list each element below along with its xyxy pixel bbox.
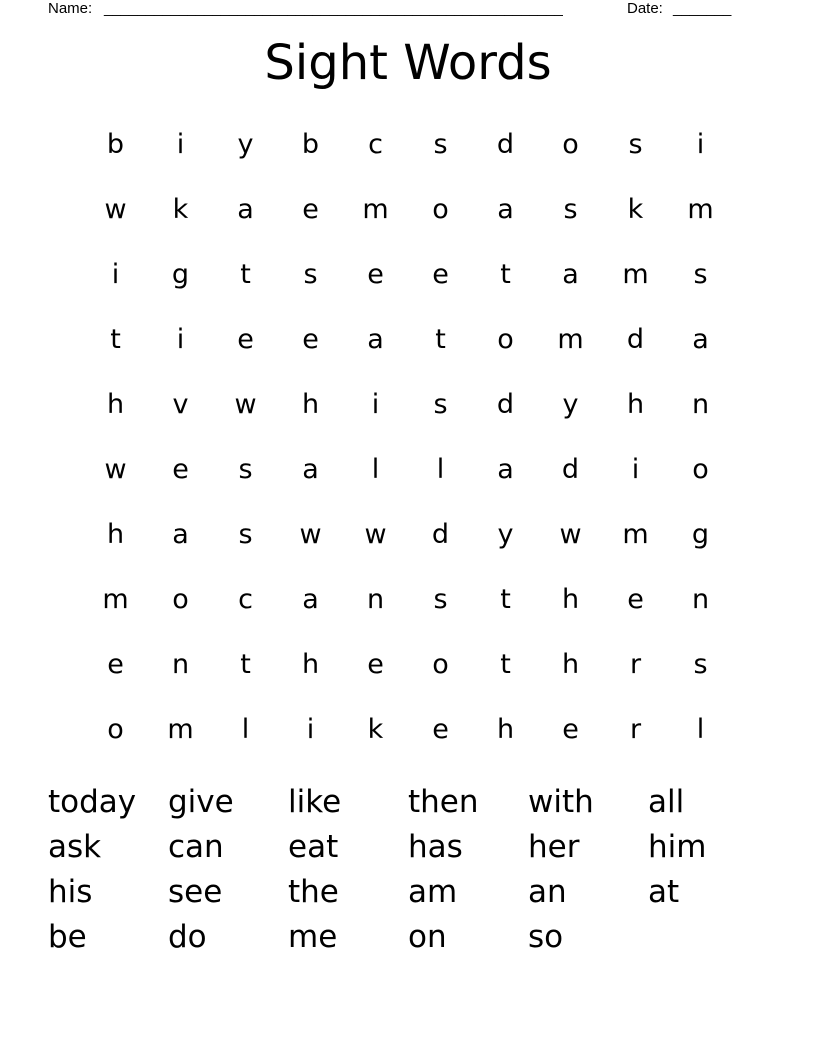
grid-letter: m xyxy=(622,519,649,550)
grid-letter: i xyxy=(111,259,120,290)
grid-letter: d xyxy=(561,454,580,485)
grid-letter: m xyxy=(622,259,649,290)
grid-letter: w xyxy=(364,519,387,550)
grid-letter: l xyxy=(241,714,250,745)
word-bank-item: him xyxy=(648,829,707,865)
grid-letter: t xyxy=(500,649,511,680)
grid-letter: i xyxy=(371,389,380,420)
grid-letter: s xyxy=(303,259,318,290)
grid-letter: e xyxy=(432,259,449,290)
grid-letter: d xyxy=(496,129,515,160)
word-bank-item: so xyxy=(528,919,564,955)
grid-letter: e xyxy=(367,649,384,680)
word-bank-item: with xyxy=(528,784,594,820)
grid-letter: o xyxy=(497,324,514,355)
grid-letter: e xyxy=(432,714,449,745)
word-bank-item: give xyxy=(168,784,234,820)
grid-letter: s xyxy=(238,454,253,485)
word-bank-item: can xyxy=(168,829,224,865)
grid-letter: y xyxy=(497,519,514,550)
date-blank-line: _______ xyxy=(673,0,732,17)
grid-letter: i xyxy=(306,714,315,745)
grid-letter: l xyxy=(696,714,705,745)
grid-letter: a xyxy=(692,324,709,355)
word-bank-item: an xyxy=(528,874,567,910)
grid-letter: y xyxy=(562,389,579,420)
grid-letter: h xyxy=(561,584,580,615)
grid-letter: a xyxy=(172,519,189,550)
grid-letter: m xyxy=(362,194,389,225)
grid-letter: v xyxy=(172,389,189,420)
grid-letter: d xyxy=(626,324,645,355)
grid-letter: o xyxy=(692,454,709,485)
grid-letter: e xyxy=(302,194,319,225)
grid-letter: s xyxy=(433,389,448,420)
grid-letter: e xyxy=(237,324,254,355)
grid-letter: g xyxy=(171,259,190,290)
grid-letter: b xyxy=(106,129,125,160)
word-bank-item: ask xyxy=(48,829,102,865)
grid-letter: l xyxy=(436,454,445,485)
grid-letter: e xyxy=(107,649,124,680)
grid-letter: s xyxy=(628,129,643,160)
grid-letter: e xyxy=(367,259,384,290)
grid-letter: a xyxy=(302,454,319,485)
word-bank-item: eat xyxy=(288,829,339,865)
grid-letter: c xyxy=(238,584,253,615)
grid-letter: m xyxy=(687,194,714,225)
grid-letter: o xyxy=(432,194,449,225)
grid-letter: a xyxy=(237,194,254,225)
name-label: Name: xyxy=(48,0,93,17)
grid-letter: a xyxy=(497,454,514,485)
grid-letter: i xyxy=(176,129,185,160)
word-bank-item: be xyxy=(48,919,87,955)
grid-letter: a xyxy=(497,194,514,225)
grid-letter: k xyxy=(172,194,189,225)
grid-letter: h xyxy=(106,519,125,550)
grid-letter: o xyxy=(432,649,449,680)
grid-letter: w xyxy=(559,519,582,550)
word-bank-item: today xyxy=(48,784,137,820)
name-blank-line: _______________________________________________________ xyxy=(104,0,563,17)
grid-letter: i xyxy=(696,129,705,160)
grid-letter: t xyxy=(240,259,251,290)
grid-letter: w xyxy=(104,194,127,225)
word-bank-item: the xyxy=(288,874,339,910)
grid-letter: k xyxy=(627,194,644,225)
grid-letter: b xyxy=(301,129,320,160)
grid-letter: i xyxy=(631,454,640,485)
word-bank-item: then xyxy=(408,784,479,820)
date-label: Date: xyxy=(627,0,663,17)
grid-letter: h xyxy=(626,389,645,420)
grid-letter: y xyxy=(237,129,254,160)
grid-letter: t xyxy=(500,259,511,290)
word-bank-item: like xyxy=(288,784,342,820)
page-title: Sight Words xyxy=(264,35,552,91)
grid-letter: w xyxy=(104,454,127,485)
grid-letter: e xyxy=(562,714,579,745)
grid-letter: s xyxy=(563,194,578,225)
grid-letter: s xyxy=(433,584,448,615)
grid-letter: n xyxy=(366,584,385,615)
grid-letter: t xyxy=(500,584,511,615)
grid-letter: m xyxy=(167,714,194,745)
grid-letter: r xyxy=(629,649,642,680)
grid-letter: s xyxy=(433,129,448,160)
grid-letter: e xyxy=(172,454,189,485)
word-bank-item: at xyxy=(648,874,680,910)
grid-letter: s xyxy=(693,649,708,680)
word-bank xyxy=(48,780,768,960)
grid-letter: d xyxy=(496,389,515,420)
worksheet-header xyxy=(48,0,748,20)
grid-letter: t xyxy=(240,649,251,680)
grid-letter: o xyxy=(107,714,124,745)
word-bank-item: me xyxy=(288,919,338,955)
grid-letter: e xyxy=(302,324,319,355)
grid-letter: t xyxy=(435,324,446,355)
grid-letter: n xyxy=(171,649,190,680)
grid-letter: w xyxy=(234,389,257,420)
word-bank-item: do xyxy=(168,919,207,955)
grid-letter: n xyxy=(691,584,710,615)
word-bank-item: has xyxy=(408,829,463,865)
grid-letter: m xyxy=(102,584,129,615)
grid-letter: a xyxy=(302,584,319,615)
grid-letter: i xyxy=(176,324,185,355)
grid-letter: a xyxy=(562,259,579,290)
grid-letter: e xyxy=(627,584,644,615)
grid-letter: c xyxy=(368,129,383,160)
grid-letter: h xyxy=(301,649,320,680)
grid-letter: h xyxy=(301,389,320,420)
grid-letter: g xyxy=(691,519,710,550)
grid-letter: n xyxy=(691,389,710,420)
grid-letter: k xyxy=(367,714,384,745)
word-bank-item: on xyxy=(408,919,447,955)
word-search-grid xyxy=(83,112,733,762)
grid-letter: s xyxy=(693,259,708,290)
grid-letter: a xyxy=(367,324,384,355)
grid-letter: s xyxy=(238,519,253,550)
word-bank-item: see xyxy=(168,874,223,910)
grid-letter: w xyxy=(299,519,322,550)
grid-letter: h xyxy=(106,389,125,420)
grid-letter: r xyxy=(629,714,642,745)
grid-letter: h xyxy=(561,649,580,680)
word-bank-item: am xyxy=(408,874,458,910)
grid-letter: m xyxy=(557,324,584,355)
word-bank-item: her xyxy=(528,829,580,865)
grid-letter: d xyxy=(431,519,450,550)
grid-letter: l xyxy=(371,454,380,485)
word-bank-item: his xyxy=(48,874,93,910)
grid-letter: o xyxy=(172,584,189,615)
word-bank-item: all xyxy=(648,784,685,820)
grid-letter: o xyxy=(562,129,579,160)
grid-letter: h xyxy=(496,714,515,745)
grid-letter: t xyxy=(110,324,121,355)
